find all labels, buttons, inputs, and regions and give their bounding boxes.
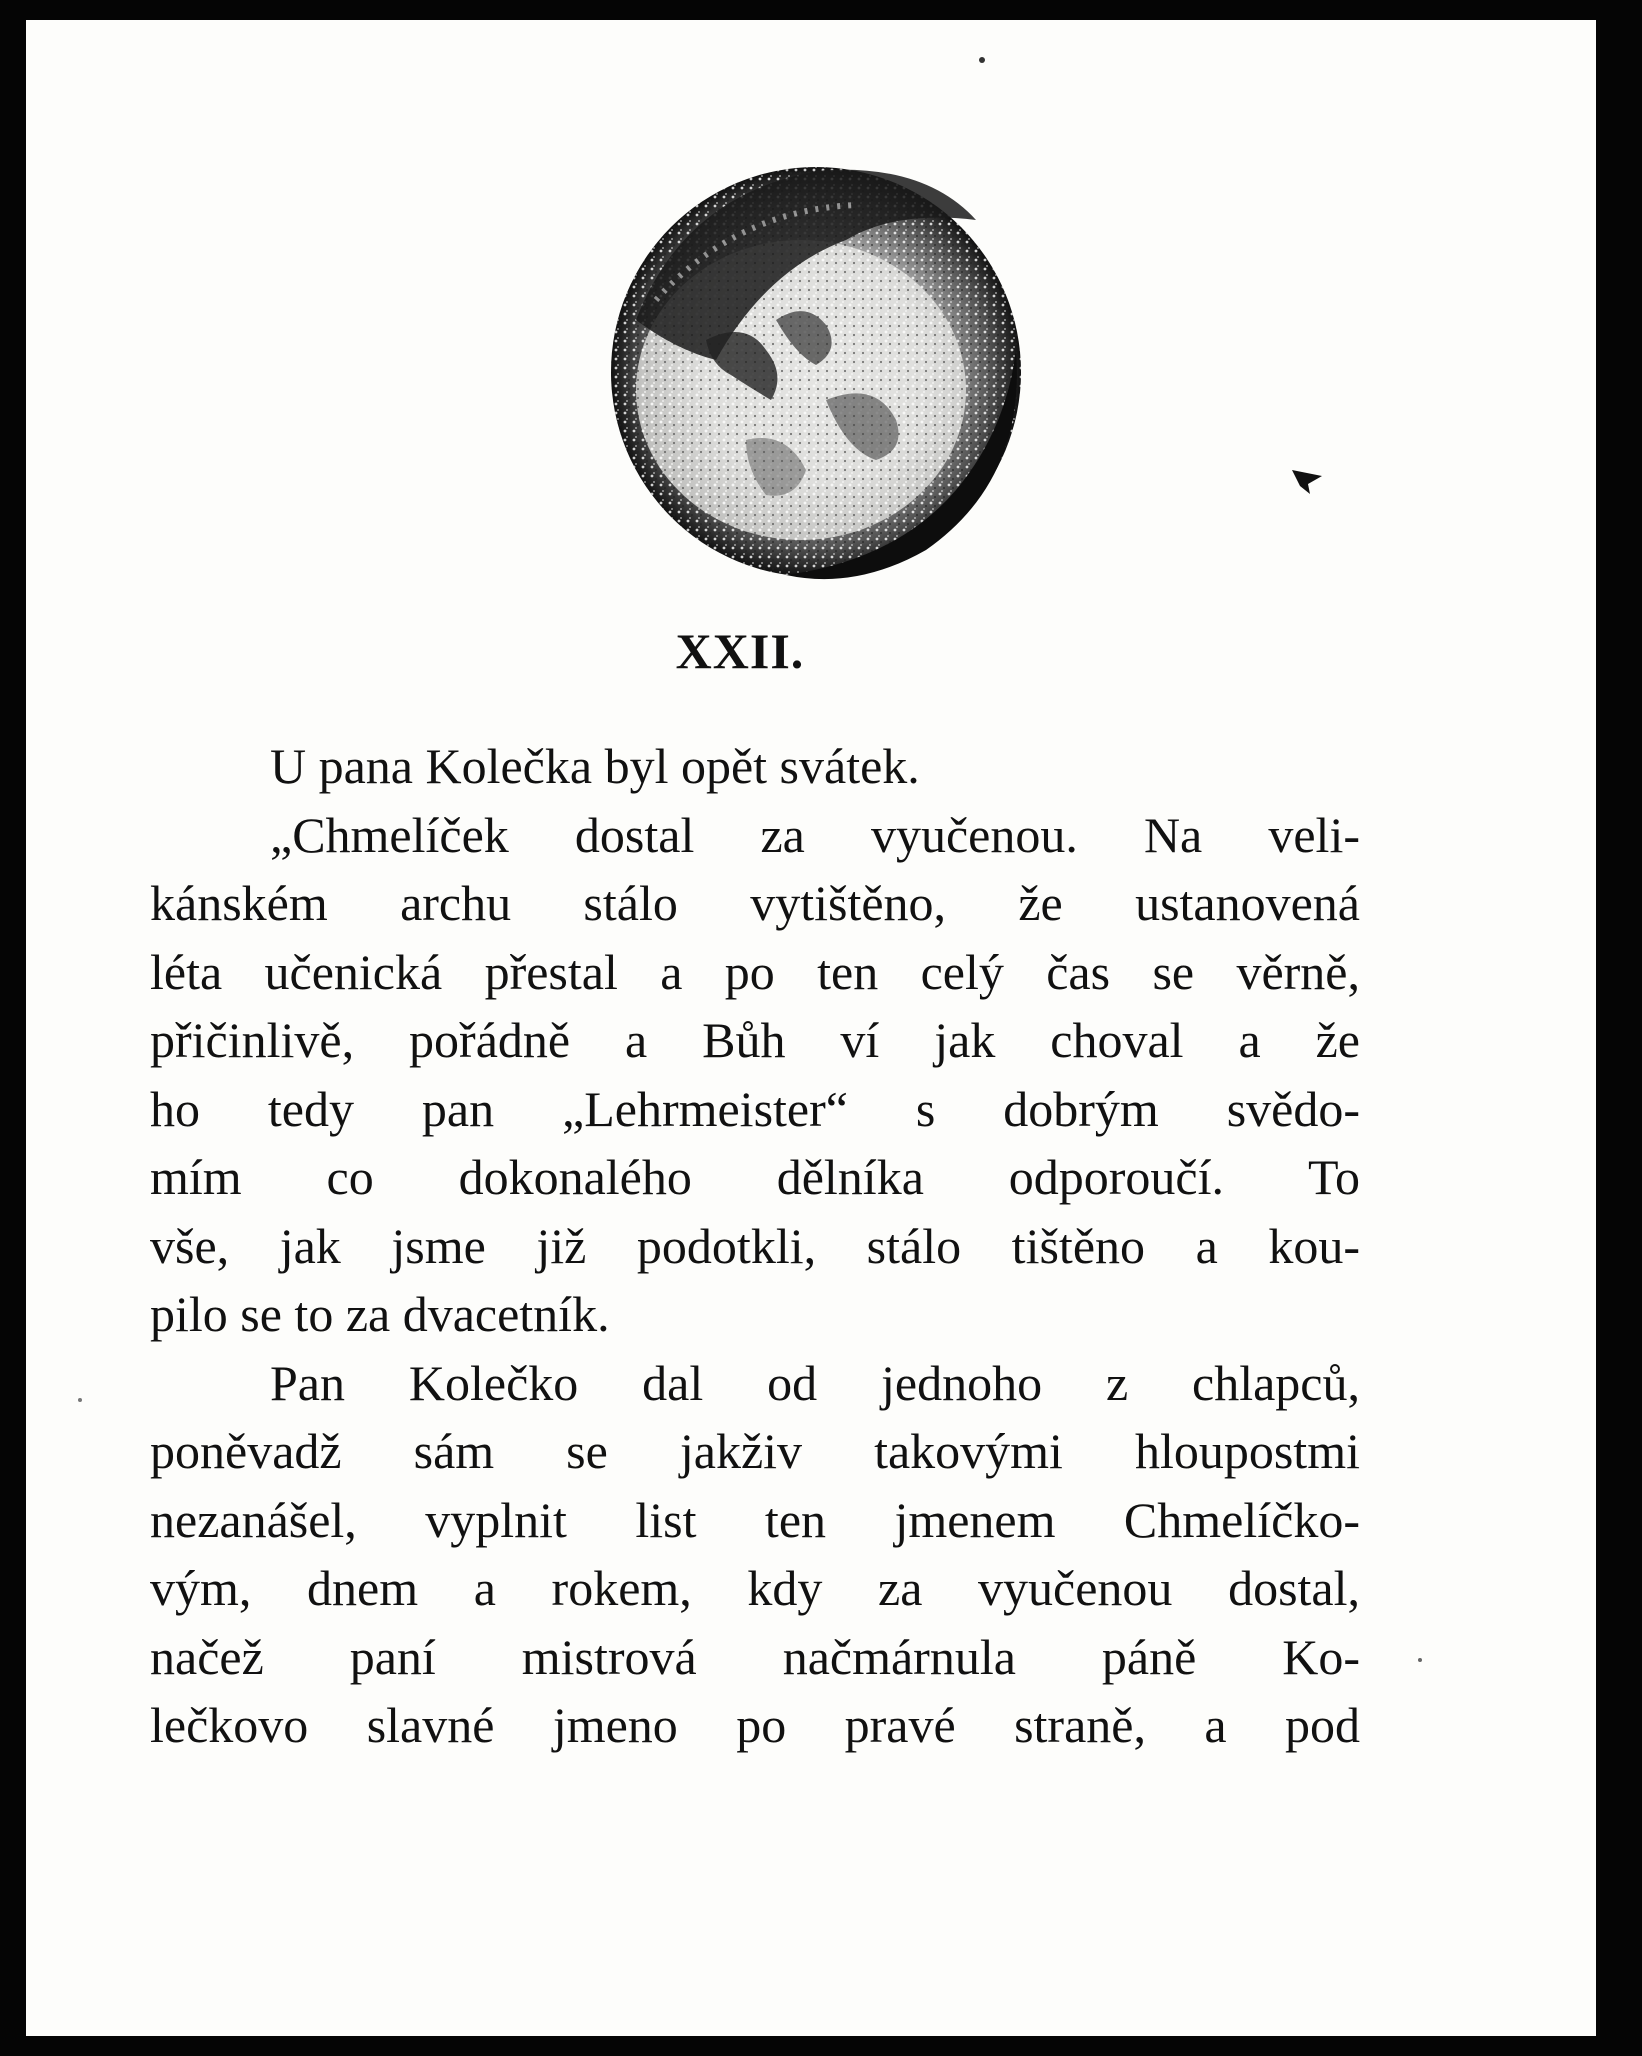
scan-border-top bbox=[0, 0, 1642, 20]
text-line: lečkovo slavné jmeno po pravé straně, a pod bbox=[150, 1697, 1360, 1753]
text-line: pilo se to za dvacetník. bbox=[150, 1286, 610, 1342]
scan-border-bottom bbox=[0, 2036, 1642, 2056]
text-line: Pan Kolečko dal od jednoho z chlapců, bbox=[270, 1354, 1360, 1411]
body-text bbox=[150, 732, 1360, 1760]
text-line: nezanášel, vyplnit list ten jmenem Chmelíčko- bbox=[150, 1491, 1360, 1548]
text-line: vše, jak jsme již podotkli, stálo tištěno a kou- bbox=[150, 1217, 1360, 1274]
text-line: mím co dokonalého dělníka odporoučí. To bbox=[150, 1149, 1360, 1205]
text-line: léta učenická přestal a po ten celý čas se věrně, bbox=[150, 943, 1360, 1000]
chapter-number: XXII. bbox=[675, 623, 805, 679]
text-line: poněvadž sám se jakživ takovými hloupostmi bbox=[150, 1423, 1360, 1479]
text-line: kánském archu stálo vytištěno, že ustanovená bbox=[150, 875, 1360, 931]
text-line: „Chmelíček dostal za vyučenou. Na veli- bbox=[270, 806, 1360, 863]
text-line: přičinlivě, pořádně a Bůh ví jak choval a že bbox=[150, 1012, 1360, 1068]
text-line: vým, dnem a rokem, kdy za vyučenou dostal, bbox=[150, 1560, 1360, 1616]
text-line: načež paní mistrová načmárnula páně Ko- bbox=[150, 1628, 1360, 1685]
scan-border-left bbox=[0, 0, 26, 2056]
text-line: ho tedy pan „Lehrmeister“ s dobrým svědo- bbox=[150, 1080, 1360, 1137]
scan-border-right bbox=[1596, 0, 1642, 2056]
decorative-medallion-icon bbox=[596, 150, 1044, 590]
text-line: U pana Kolečka byl opět svátek. bbox=[270, 738, 920, 794]
